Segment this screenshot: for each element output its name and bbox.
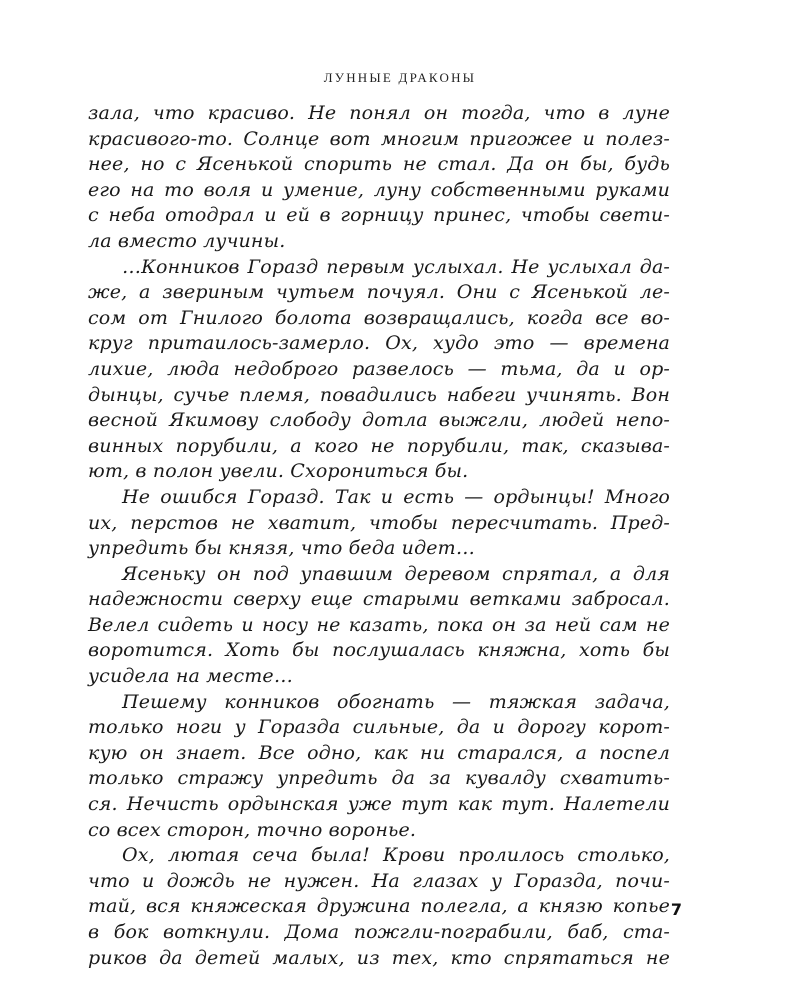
body-text — [88, 101, 670, 971]
text-line: упредить бы князя, что беда идет… — [88, 537, 475, 560]
text-line: Пешему конников обогнать — тяжкая задача, — [122, 690, 670, 713]
text-line: лихие, люда недоброго развелось — тьма, да и ор- — [88, 357, 670, 380]
text-line: со всех сторон, точно воронье. — [88, 818, 417, 841]
text-line: ся. Нечисть ордынская уже тут как тут. Налетели — [88, 793, 670, 816]
text-line: только ноги у Горазда сильные, да и дорогу корот- — [88, 716, 670, 739]
text-line: надежности сверху еще старыми ветками забросал. — [88, 588, 670, 611]
text-line: Ясеньку он под упавшим деревом спрятал, а для — [122, 562, 670, 585]
text-line: их, перстов не хватит, чтобы пересчитать. Пред- — [88, 511, 670, 534]
text-line: Ох, лютая сеча была! Крови пролилось столько, — [122, 844, 670, 867]
text-line: ют, в полон увели. Схорониться бы. — [88, 460, 469, 483]
text-line: с неба отодрал и ей в горницу принес, чтобы свети- — [88, 204, 670, 227]
text-line: дынцы, сучье племя, повадились набеги учинять. Вон — [88, 383, 670, 406]
text-line: же, а звериным чутьем почуял. Они с Ясенькой ле- — [88, 281, 670, 304]
text-line: круг притаилось-замерло. Ох, худо это — времена — [88, 332, 670, 355]
text-line: зала, что красиво. Не понял он тогда, что в луне — [88, 102, 670, 124]
text-line: нее, но с Ясенькой спорить не стал. Да он бы, будь — [88, 153, 670, 176]
text-line: воротится. Хоть бы послушалась княжна, хоть бы — [88, 639, 670, 662]
text-line: риков да детей малых, из тех, кто спрятаться не — [88, 946, 670, 969]
text-line: ла вместо лучины. — [88, 229, 286, 252]
text-line: в бок воткнули. Дома пожгли-пограбили, баб, ста- — [88, 921, 670, 943]
running-head: ЛУННЫЕ ДРАКОНЫ — [323, 70, 477, 85]
text-line: усидела на месте… — [88, 665, 293, 688]
page-number: 7 — [670, 900, 682, 919]
text-line: винных порубили, а кого не порубили, так, сказыва- — [88, 434, 670, 457]
text-line: тай, вся княжеская дружина полегла, а князю копье — [88, 895, 670, 918]
text-line: …Конников Горазд первым услыхал. Не услыхал да- — [122, 255, 670, 278]
text-line: что и дождь не нужен. На глазах у Горазда, почи- — [88, 869, 670, 892]
text-line: красивого-то. Солнце вот многим пригожее и полез- — [88, 127, 670, 150]
text-line: его на то воля и умение, луну собственными руками — [88, 178, 670, 201]
text-line: Не ошибся Горазд. Так и есть — ордынцы! Много — [122, 485, 670, 508]
text-line: Велел сидеть и носу не казать, пока он за ней сам не — [88, 613, 670, 636]
text-line: весной Якимову слободу дотла выжгли, людей непо- — [88, 409, 670, 432]
text-line: кую он знает. Все одно, как ни старался, а поспел — [88, 741, 670, 764]
text-line: сом от Гнилого болота возвращались, когда все во- — [88, 306, 670, 329]
text-line: только стражу упредить да за кувалду схватить- — [88, 767, 670, 790]
